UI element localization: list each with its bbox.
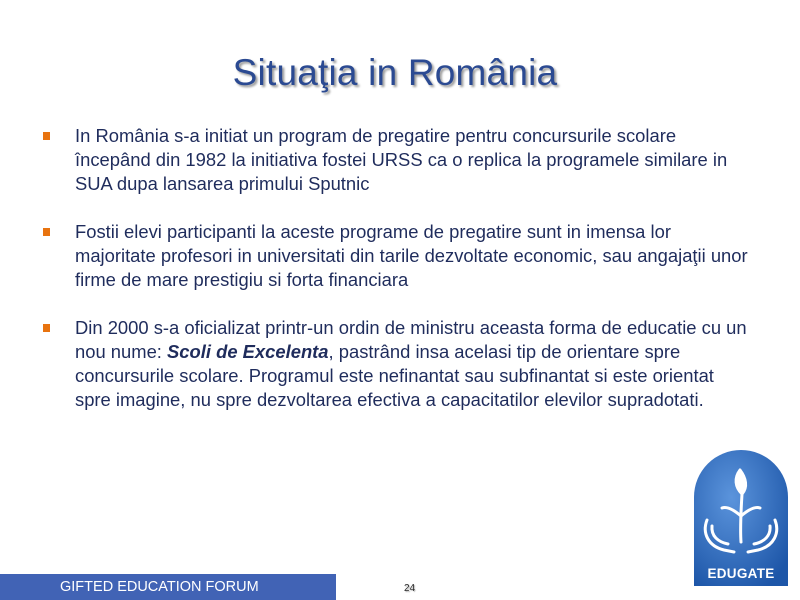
bullet-item — [38, 220, 750, 292]
footer-bar — [0, 574, 336, 600]
emphasis-scoli-de-excelenta: Scoli de Excelenta — [167, 341, 329, 362]
square-bullet-icon — [43, 132, 50, 140]
bullet-item — [38, 124, 750, 196]
bullet-text — [75, 317, 747, 410]
bullet-list — [38, 124, 750, 412]
edugate-logo — [694, 450, 788, 586]
footer-label: GIFTED EDUCATION FORUM — [60, 579, 259, 595]
bullet-text: Fostii elevi participanti la aceste programe de pregatire sunt in imensa lor majoritate profesori in universitati din tarile dezvoltate economic, sau angajaţii unor firme de mare prestigiu si forta financiara — [75, 221, 748, 290]
bullet-text: In România s-a initiat un program de pregatire pentru concursurile scolare începând din 1982 la initiativa fostei URSS ca o replica la programele similare in SUA dupa lansarea primului Sputnic — [75, 125, 728, 194]
bullet-item — [38, 316, 750, 412]
bullet-text-before: Din 2000 s-a oficializat printr-un ordin de ministru aceasta forma de educatie cu un nou nume: — [75, 317, 747, 362]
bullet-text-after: , pastrând insa acelasi tip de orientare spre concursurile scolare. Programul este nefinantat sau subfinantat si este orientat spre imagine, nu spre dezvoltarea efectiva a capacitatilor elevilor supradotati. — [75, 341, 714, 410]
slide-title: Situaţia in România — [232, 52, 558, 93]
logo-text: EDUGATE — [707, 566, 775, 581]
square-bullet-icon — [43, 324, 50, 332]
page-number: 24 — [404, 583, 416, 594]
square-bullet-icon — [43, 228, 50, 236]
